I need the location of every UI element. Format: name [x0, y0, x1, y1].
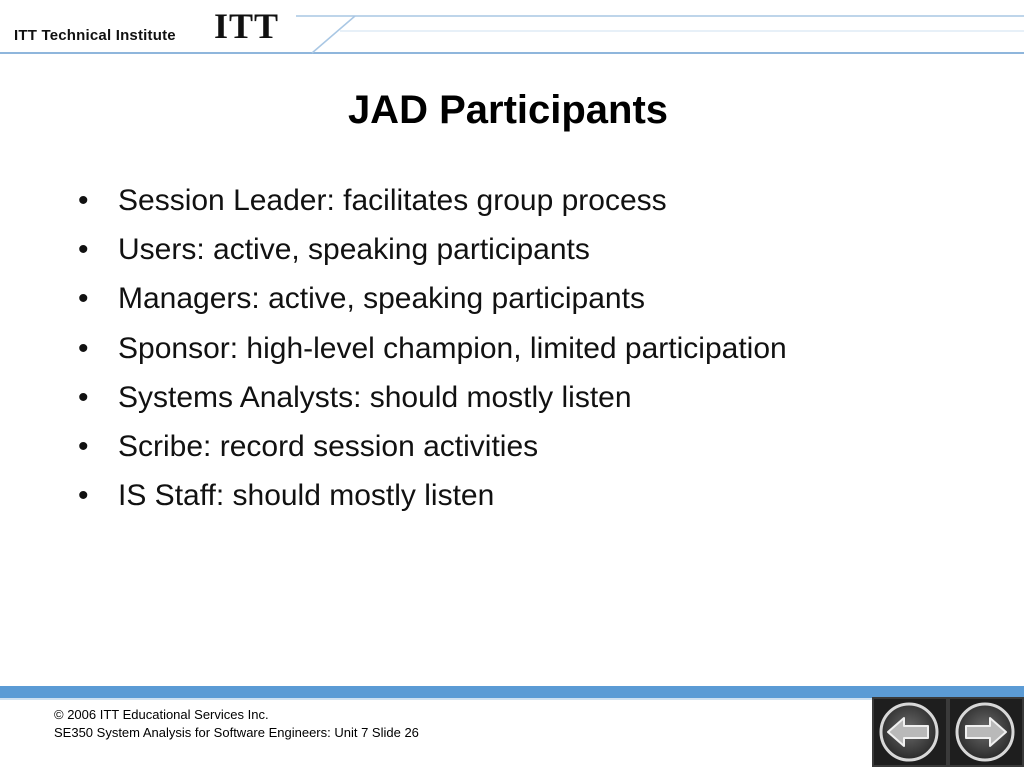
next-slide-button[interactable]	[948, 697, 1024, 767]
itt-logo: ITT	[214, 6, 280, 46]
arrow-right-icon	[950, 699, 1022, 765]
bullet-item	[78, 422, 787, 471]
brand-name: ITT Technical Institute	[14, 27, 176, 44]
bullet-item	[78, 324, 787, 373]
course-slide-text: SE350 System Analysis for Software Engineers: Unit 7 Slide 26	[54, 725, 419, 740]
bullet-dot: •	[78, 430, 89, 464]
bullet-item	[78, 373, 787, 422]
bullet-item	[78, 176, 787, 225]
bullet-dot: •	[78, 282, 89, 316]
bullet-text: Session Leader: facilitates group process	[118, 184, 667, 217]
bullet-item	[78, 274, 787, 323]
arrow-left-icon	[874, 699, 946, 765]
bullet-dot: •	[78, 479, 89, 513]
bullet-text: Users: active, speaking participants	[118, 233, 590, 267]
footer-divider	[0, 698, 1024, 700]
bullet-text: Sponsor: high-level champion, limited participation	[118, 331, 787, 365]
bullet-dot: •	[78, 380, 89, 414]
footer-text	[54, 706, 419, 742]
bullet-text: IS Staff: should mostly listen	[118, 479, 495, 513]
bullet-item	[78, 471, 787, 520]
bullet-item	[78, 225, 787, 274]
bullet-list	[78, 176, 787, 520]
bullet-dot: •	[78, 233, 89, 267]
slide-header	[0, 0, 1024, 62]
copyright-text: © 2006 ITT Educational Services Inc.	[54, 707, 269, 722]
footer-bar	[0, 686, 1024, 698]
bullet-text: Managers: active, speaking participants	[118, 282, 645, 316]
slide-title: JAD Participants	[347, 88, 669, 132]
previous-slide-button[interactable]	[872, 697, 948, 767]
bullet-dot: •	[78, 184, 89, 217]
bullet-text: Systems Analysts: should mostly listen	[118, 380, 632, 414]
bullet-text: Scribe: record session activities	[118, 430, 539, 464]
bullet-dot: •	[78, 331, 89, 365]
